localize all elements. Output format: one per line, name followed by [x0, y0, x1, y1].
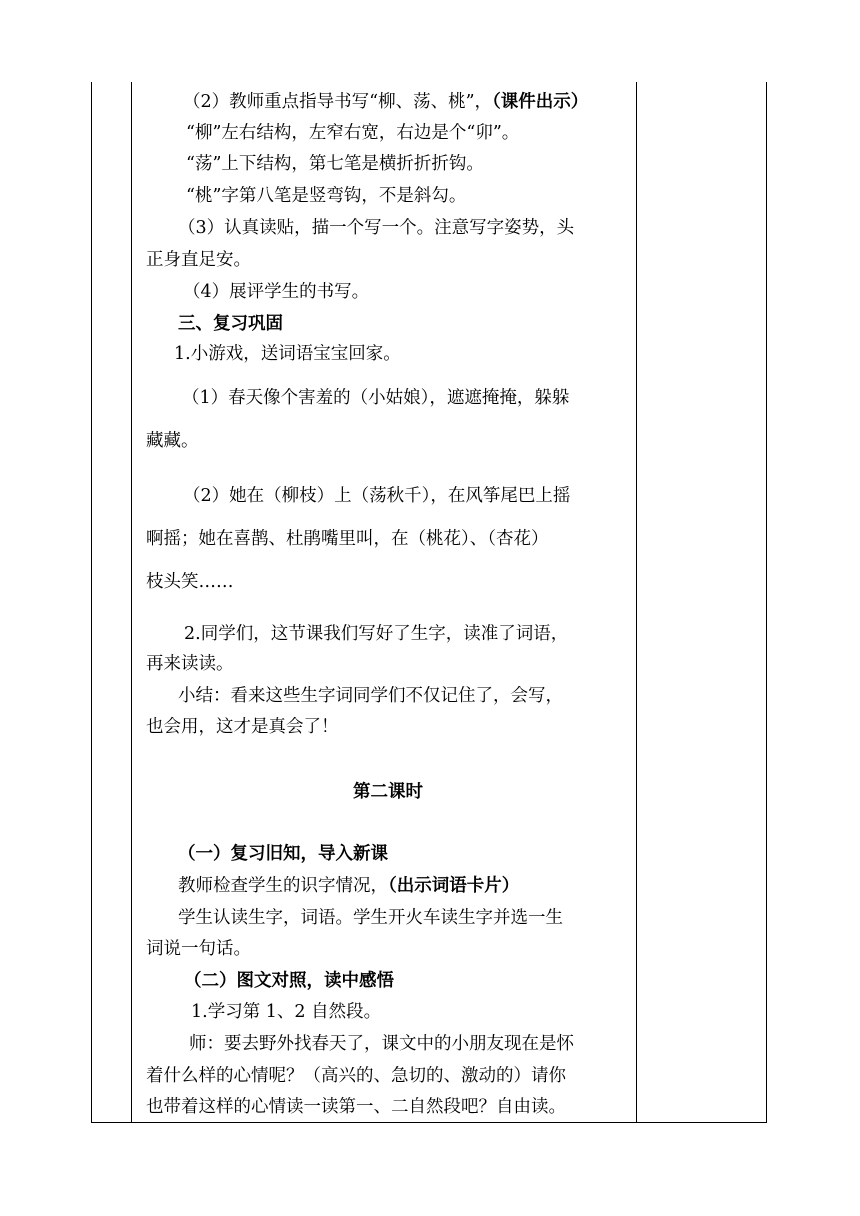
section-heading: （二）图文对照，读中感悟: [184, 971, 394, 991]
text-line: 也带着这样的心情读一读第一、二自然段吧？自由读。: [146, 1097, 566, 1117]
text-line: （3）认真读贴，描一个写一个。注意写字姿势，头: [178, 218, 575, 238]
text-line: 再来读读。: [146, 654, 234, 674]
text-line: 藏藏。: [146, 431, 199, 451]
text-line: 也会用，这才是真会了！: [146, 717, 339, 737]
text-line: 啊摇；她在喜鹊、杜鹃嘴里叫，在（桃花）、（杏花）: [146, 529, 549, 549]
text-run: 教师检查学生的识字情况，: [178, 876, 388, 896]
text-line: （2）她在（柳枝）上（荡秋千），在风筝尾巴上摇: [183, 486, 571, 506]
text-line: 着什么样的心情呢？（高兴的、急切的、激动的）请你: [146, 1066, 566, 1086]
text-line: [178, 874, 519, 898]
text-line: 小结：看来这些生字词同学们不仅记住了，会写，: [178, 686, 563, 706]
text-line: 词说一句话。: [146, 939, 251, 959]
text-line: 正身直足安。: [146, 250, 251, 270]
table-column-divider: [131, 82, 132, 1123]
text-line: [183, 90, 588, 114]
bold-annotation: （课件出示）: [492, 92, 589, 112]
section-heading: （一）复习旧知，导入新课: [178, 844, 388, 864]
section-heading: 三、复习巩固: [178, 314, 283, 334]
text-line: 2.同学们，这节课我们写好了生字，读准了词语，: [184, 624, 569, 644]
text-line: 枝头笑……: [146, 572, 234, 592]
table-border-left: [91, 82, 92, 1123]
table-bottom-border: [91, 1122, 766, 1123]
text-line: “柳”左右结构，左窄右宽，右边是个“卯”。: [186, 123, 520, 143]
text-line: 师：要去野外找春天了，课文中的小朋友现在是怀: [189, 1034, 574, 1054]
text-line: 1.学习第 1、2 自然段。: [191, 1002, 382, 1022]
lesson-title: 第二课时: [353, 782, 423, 802]
table-border-right: [766, 82, 767, 1123]
text-line: 学生认读生字，词语。学生开火车读生字并选一生: [178, 908, 563, 928]
text-line: “桃”字第八笔是竖弯钩，不是斜勾。: [186, 186, 467, 206]
bold-annotation: （出示词语卡片）: [388, 876, 520, 896]
text-line: （4）展评学生的书写。: [183, 282, 370, 302]
text-line: “荡”上下结构，第七笔是横折折折钩。: [186, 154, 484, 174]
table-column-divider: [636, 82, 637, 1123]
text-run: （2）教师重点指导书写“柳、荡、桃”，: [183, 92, 493, 112]
text-line: （1）春天像个害羞的（小姑娘），遮遮掩掩，躲躲: [182, 388, 570, 408]
text-line: 1.小游戏，送词语宝宝回家。: [174, 344, 401, 364]
